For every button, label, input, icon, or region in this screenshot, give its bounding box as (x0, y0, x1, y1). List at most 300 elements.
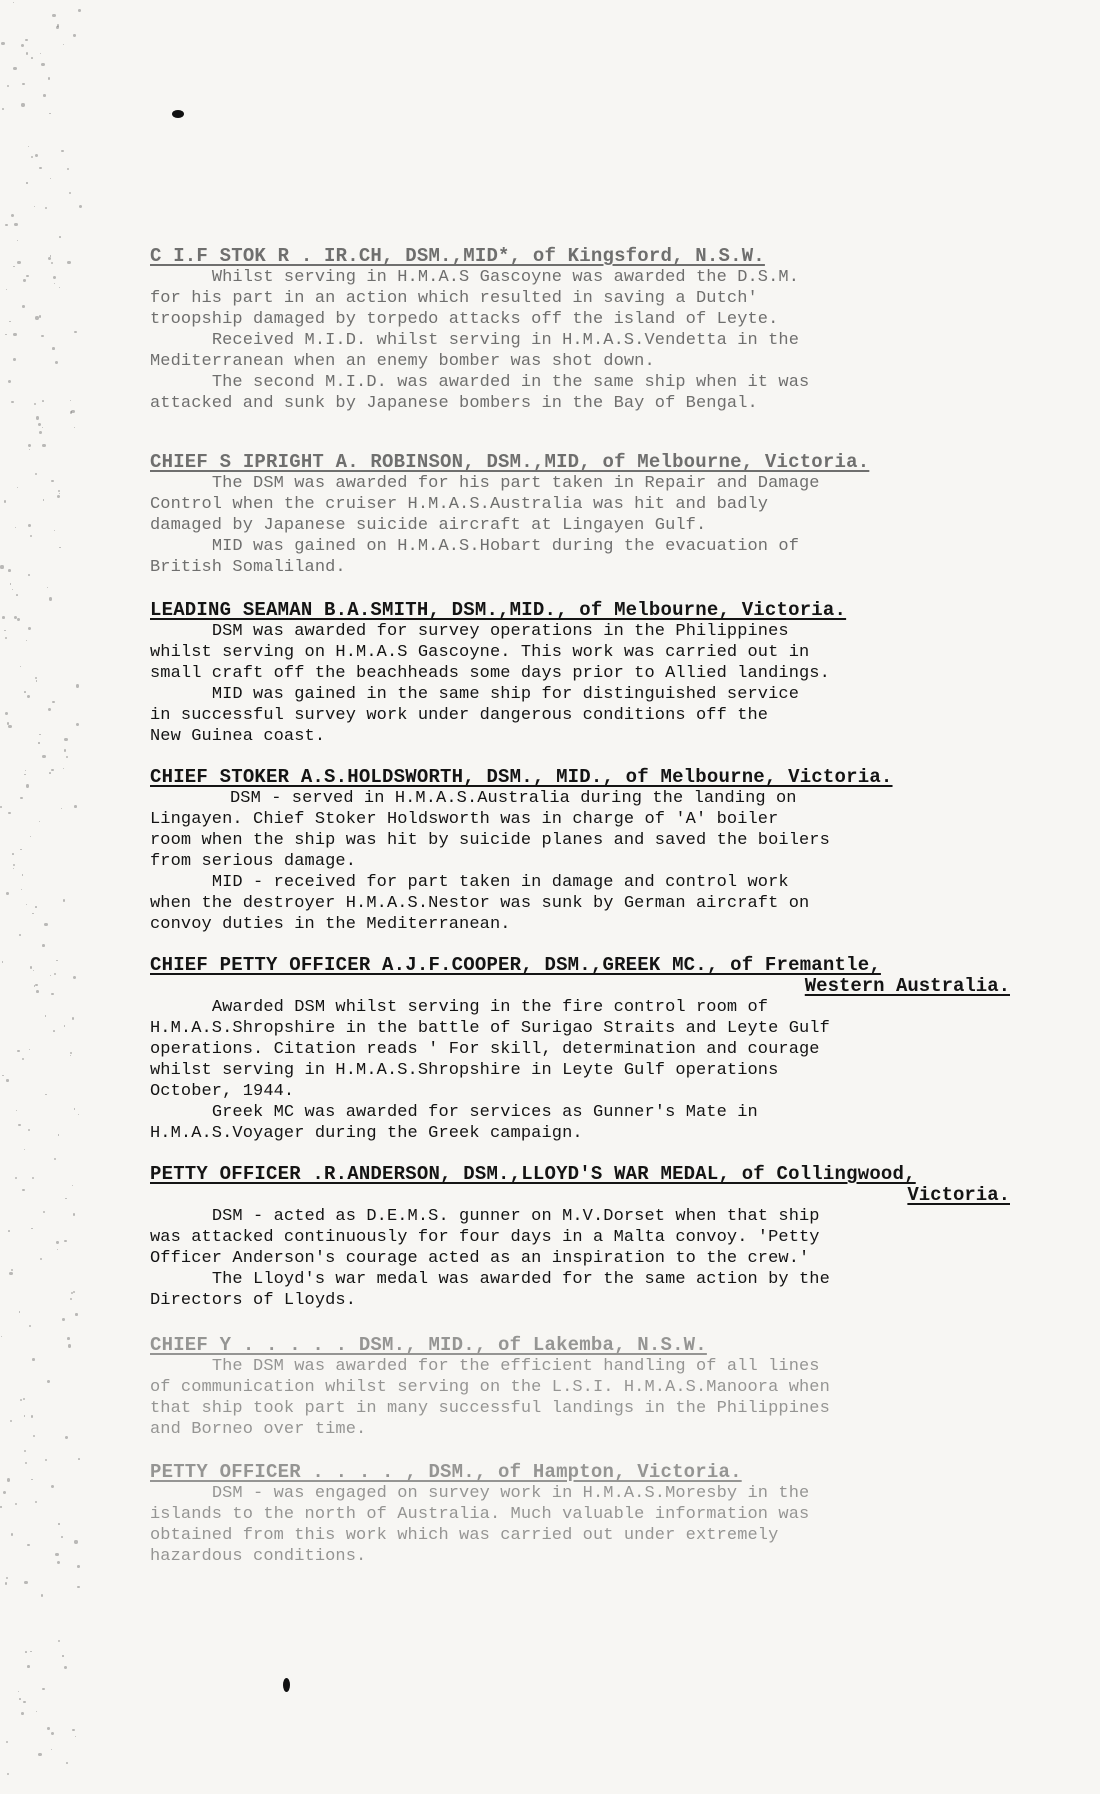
scan-speck (7, 1773, 9, 1775)
scan-speck (42, 400, 44, 402)
scan-speck (8, 725, 11, 728)
scan-speck (58, 1134, 60, 1136)
entry-line: Whilst serving in H.M.A.S Gascoyne was awarded the D.S.M. (150, 268, 800, 287)
entry-line: troopship damaged by torpedo attacks off the island of Leyte. (150, 310, 779, 329)
scan-speck (19, 1698, 21, 1700)
scan-speck (30, 535, 33, 538)
scan-speck (34, 206, 35, 207)
entry-line: MID was gained in the same ship for distinguished service (150, 685, 800, 704)
scan-speck (77, 1565, 80, 1568)
scan-speck (42, 944, 45, 947)
scan-speck (11, 1269, 13, 1271)
entry-line: Received M.I.D. whilst serving in H.M.A.S.Vendetta in the (150, 331, 800, 350)
scan-speck (26, 275, 28, 277)
scan-speck (25, 1462, 27, 1464)
scan-speck (27, 1665, 30, 1668)
scan-speck (73, 1213, 75, 1215)
scan-speck (72, 1185, 73, 1186)
award-entry (150, 955, 1050, 1144)
scan-speck (21, 1712, 24, 1715)
entry-line: whilst serving in H.M.A.S.Shropshire in Leyte Gulf operations (150, 1061, 779, 1080)
scan-speck (22, 1189, 25, 1192)
scan-speck (54, 530, 55, 531)
scan-speck (79, 205, 82, 208)
entry-line: DSM - served in H.M.A.S.Australia during the landing on (230, 789, 797, 808)
scan-speck (59, 547, 61, 549)
scan-speck (48, 77, 51, 80)
scan-speck (66, 1762, 68, 1764)
scan-speck (30, 836, 31, 837)
scan-speck (31, 1228, 33, 1230)
scan-speck (61, 1536, 63, 1538)
scan-speck (28, 146, 29, 147)
scan-speck (76, 723, 79, 726)
scan-speck (27, 1544, 29, 1546)
entry-line: small craft off the beachheads some days prior to Allied landings. (150, 664, 830, 683)
scan-speck (25, 1651, 27, 1653)
scan-speck (43, 499, 44, 500)
scan-speck (52, 14, 55, 17)
scan-speck (4, 500, 6, 502)
scan-speck (5, 1582, 8, 1585)
scan-speck (26, 640, 27, 641)
ink-blot (283, 1678, 290, 1692)
scan-speck (20, 849, 21, 850)
scan-speck (45, 1459, 48, 1462)
scan-speck (72, 1729, 74, 1731)
scan-speck (71, 1292, 73, 1294)
scan-speck (23, 1398, 25, 1400)
scan-speck (58, 1523, 59, 1524)
scan-speck (7, 1478, 10, 1481)
scan-speck (74, 1108, 75, 1109)
scan-speck (36, 680, 37, 681)
scan-speck (49, 772, 51, 774)
scan-speck (35, 906, 37, 908)
scan-speck (72, 1017, 74, 1019)
scan-speck (65, 1198, 66, 1199)
scan-speck (26, 784, 29, 787)
scan-speck (39, 167, 42, 170)
scan-speck (10, 1420, 12, 1422)
scan-speck (55, 361, 58, 364)
scan-speck (7, 722, 10, 725)
scan-speck (49, 113, 51, 115)
scan-speck (77, 1586, 79, 1588)
scan-speck (13, 266, 15, 268)
scan-speck (20, 1399, 22, 1401)
scan-speck (13, 333, 16, 336)
scan-speck (57, 1249, 58, 1250)
scan-speck (5, 637, 7, 639)
scan-speck (64, 1666, 67, 1669)
entry-line: attacked and sunk by Japanese bombers in the Bay of Bengal. (150, 394, 758, 413)
scan-speck (27, 695, 30, 698)
entry-line: that ship took part in many successful landings in the Philippines (150, 1399, 830, 1418)
scan-speck (29, 449, 30, 450)
scan-speck (78, 1458, 80, 1460)
scan-speck (61, 150, 64, 153)
entry-line: Directors of Lloyds. (150, 1291, 357, 1310)
scan-speck (8, 812, 11, 815)
scan-speck (45, 1094, 47, 1096)
scan-speck (26, 182, 27, 183)
scan-speck (65, 1436, 68, 1439)
scan-speck (48, 708, 51, 711)
entry-heading: PETTY OFFICER . . . . , DSM., of Hampton, Victoria. (150, 1461, 742, 1483)
scan-speck (56, 26, 59, 29)
scan-speck (51, 769, 53, 771)
scan-speck (71, 410, 74, 413)
entry-line: DSM - acted as D.E.M.S. gunner on M.V.Dorset when that ship (150, 1207, 820, 1226)
scan-speck (73, 34, 75, 36)
scan-speck (0, 565, 3, 568)
scan-speck (22, 1058, 24, 1060)
scan-speck (56, 1241, 58, 1243)
scan-speck (5, 712, 8, 715)
scan-speck (7, 85, 9, 87)
scan-speck (29, 1049, 30, 1050)
scan-speck (73, 1291, 76, 1294)
scan-speck (39, 821, 40, 822)
entry-line: The Lloyd's war medal was awarded for the same action by the (150, 1270, 830, 1289)
scan-speck (36, 416, 39, 419)
scan-speck (48, 257, 51, 260)
entry-line: MID was gained on H.M.A.S.Hobart during the evacuation of (150, 537, 800, 556)
scan-speck (31, 1415, 33, 1417)
scan-speck (59, 236, 61, 238)
entry-line: H.M.A.S.Voyager during the Greek campaign. (150, 1124, 583, 1143)
scan-speck (52, 701, 54, 703)
scan-speck (28, 627, 31, 630)
scan-speck (12, 589, 13, 590)
scan-speck (38, 742, 39, 743)
scan-speck (24, 1149, 25, 1150)
scan-speck (10, 583, 12, 585)
scan-speck (2, 616, 5, 619)
scan-speck (13, 2, 14, 3)
award-entry (150, 1335, 1050, 1440)
scan-speck (20, 666, 22, 668)
scan-speck (42, 427, 43, 428)
award-entry (150, 246, 1050, 414)
scan-speck (59, 493, 60, 494)
scan-speck (35, 984, 37, 986)
scan-speck (47, 587, 48, 588)
scan-speck (17, 487, 18, 488)
scan-speck (13, 868, 14, 869)
scan-speck (63, 44, 64, 45)
scan-speck (22, 305, 25, 308)
scan-speck (15, 1177, 17, 1179)
scan-speck (38, 423, 41, 426)
entry-line: room when the ship was hit by suicide planes and saved the boilers (150, 831, 830, 850)
scan-speck (16, 1110, 17, 1111)
scan-speck (51, 262, 53, 264)
scan-speck (52, 347, 55, 350)
scan-speck (6, 1577, 8, 1579)
scan-speck (24, 1450, 26, 1452)
scan-speck (26, 52, 29, 55)
scan-speck (75, 1736, 76, 1737)
scan-speck (41, 1594, 43, 1596)
scan-speck (25, 39, 27, 41)
scan-speck (33, 970, 34, 971)
scan-speck (23, 279, 25, 281)
scan-speck (9, 1272, 12, 1275)
scan-speck (20, 797, 23, 800)
award-entry (150, 767, 1050, 935)
scan-speck (62, 1655, 63, 1656)
scan-speck (49, 597, 52, 600)
entry-line: whilst serving on H.M.A.S Gascoyne. This work was carried out in (150, 643, 810, 662)
scan-speck (50, 255, 52, 257)
scan-speck (74, 805, 77, 808)
scan-speck (2, 1075, 4, 1077)
scan-speck (17, 261, 20, 264)
entry-line: and Borneo over time. (150, 1420, 367, 1439)
scan-speck (70, 1298, 72, 1300)
scan-speck (64, 1240, 67, 1243)
scan-speck (13, 864, 15, 866)
scan-speck (64, 749, 66, 751)
scan-speck (59, 287, 60, 288)
scan-speck (6, 1741, 8, 1743)
entry-line: H.M.A.S.Shropshire in the battle of Surigao Straits and Leyte Gulf (150, 1019, 830, 1038)
entry-heading-continuation: Victoria. (907, 1184, 1010, 1206)
entry-heading-continuation: Western Australia. (804, 975, 1010, 997)
scan-speck (42, 755, 45, 758)
scan-speck (36, 1711, 37, 1712)
scan-speck (2, 108, 4, 110)
scan-speck (73, 976, 76, 979)
scan-speck (31, 156, 34, 159)
scan-speck (39, 734, 40, 735)
scan-speck (62, 1318, 65, 1321)
scan-speck (57, 1561, 60, 1564)
entry-line: from serious damage. (150, 852, 357, 871)
scan-speck (69, 192, 71, 194)
scan-speck (13, 67, 16, 70)
scan-speck (35, 154, 38, 157)
entry-line: when the destroyer H.M.A.S.Nestor was sunk by German aircraft on (150, 894, 810, 913)
scan-speck (40, 1258, 42, 1260)
scan-speck (66, 756, 68, 758)
scan-speck (75, 1313, 77, 1315)
scan-speck (51, 993, 54, 996)
entry-line: in successful survey work under dangerous conditions off the (150, 706, 769, 725)
scan-speck (64, 1025, 65, 1026)
scan-speck (11, 1533, 14, 1536)
scan-speck (67, 261, 70, 264)
scan-speck (12, 853, 14, 855)
scan-speck (32, 913, 34, 915)
scan-speck (25, 770, 26, 771)
scan-speck (39, 431, 42, 434)
entry-line: October, 1944. (150, 1082, 295, 1101)
scan-speck (38, 1753, 41, 1756)
entry-line: obtained from this work which was carried out under extremely (150, 1526, 779, 1545)
scan-speck (1, 1336, 2, 1337)
scan-speck (76, 684, 79, 687)
entry-heading: LEADING SEAMAN B.A.SMITH, DSM.,MID., of Melbourne, Victoria. (150, 599, 847, 621)
scan-speck (16, 594, 18, 596)
entry-line: Mediterranean when an enemy bomber was shot down. (150, 352, 655, 371)
entry-heading: PETTY OFFICER .R.ANDERSON, DSM.,LLOYD'S WAR MEDAL, of Collingwood, (150, 1163, 916, 1185)
scan-speck (6, 892, 9, 895)
scan-speck (35, 316, 38, 319)
award-entry (150, 452, 1050, 578)
scan-speck (28, 1129, 30, 1131)
entry-line: damaged by Japanese suicide aircraft at Lingayen Gulf. (150, 516, 707, 535)
scan-speck (74, 331, 77, 334)
scan-speck (51, 1485, 54, 1488)
scan-speck (9, 321, 10, 322)
scan-speck (14, 616, 17, 619)
entry-line: Awarded DSM whilst serving in the fire control room of (150, 998, 769, 1017)
scan-speck (5, 224, 7, 226)
scan-speck (28, 574, 30, 576)
scan-speck (6, 289, 7, 290)
scan-speck (3, 1491, 6, 1494)
entry-heading: CHIEF PETTY OFFICER A.J.F.COOPER, DSM.,GREEK MC., of Fremantle, (150, 954, 881, 976)
scan-speck (6, 1079, 8, 1081)
scan-speck (41, 63, 44, 66)
entry-line: Officer Anderson's courage acted as an inspiration to the crew.' (150, 1249, 810, 1268)
scan-speck (0, 1506, 1, 1507)
scan-speck (22, 83, 24, 85)
scan-margin-noise (0, 0, 90, 1794)
scan-speck (56, 960, 58, 962)
entry-heading: C I.F STOK R . IR.CH, DSM.,MID*, of Kingsford, N.S.W. (150, 245, 765, 267)
scan-speck (0, 806, 2, 808)
scan-speck (40, 53, 41, 54)
scan-speck (31, 57, 33, 59)
scan-speck (35, 473, 37, 475)
scan-speck (22, 874, 23, 875)
scan-speck (4, 630, 6, 632)
entry-line: hazardous conditions. (150, 1547, 367, 1566)
entry-heading: CHIEF Y . . . . . DSM., MID., of Lakemba, N.S.W. (150, 1334, 707, 1356)
scan-speck (63, 899, 66, 902)
scan-speck (30, 1651, 31, 1652)
scan-speck (18, 1124, 20, 1126)
award-entry (150, 1164, 1050, 1311)
scan-speck (30, 966, 32, 968)
scan-speck (78, 1114, 79, 1115)
scan-speck (35, 677, 37, 679)
scan-speck (24, 691, 26, 693)
scan-speck (32, 1358, 35, 1361)
entry-line: The DSM was awarded for his part taken in Repair and Damage (150, 474, 820, 493)
entry-line: Greek MC was awarded for services as Gunner's Mate in (150, 1103, 758, 1122)
award-entry (150, 600, 1050, 747)
scan-speck (18, 1691, 19, 1692)
scan-speck (32, 1177, 34, 1179)
scan-speck (50, 178, 51, 179)
scan-speck (54, 1158, 56, 1160)
scan-speck (78, 9, 81, 12)
scan-speck (47, 1727, 50, 1730)
scan-speck (17, 240, 18, 241)
entry-line: Control when the cruiser H.M.A.S.Australia was hit and badly (150, 495, 769, 514)
entry-line: The second M.I.D. was awarded in the same ship when it was (150, 373, 810, 392)
scan-speck (57, 24, 60, 27)
scan-speck (70, 1055, 71, 1056)
scan-speck (58, 490, 60, 492)
scan-speck (33, 1435, 35, 1437)
scan-speck (24, 1581, 27, 1584)
scan-speck (67, 168, 69, 170)
scan-speck (34, 985, 35, 986)
scan-speck (63, 768, 64, 769)
scan-speck (53, 276, 56, 279)
scan-speck (35, 1501, 37, 1503)
entry-line: was attacked continuously for four days in a Malta convoy. 'Petty (150, 1228, 820, 1247)
scan-speck (64, 738, 67, 741)
scan-speck (28, 524, 31, 527)
scan-speck (44, 923, 47, 926)
scan-speck (24, 774, 25, 775)
scan-speck (53, 1030, 55, 1032)
scan-speck (17, 618, 20, 621)
scan-speck (26, 904, 27, 905)
scan-speck (42, 1688, 44, 1690)
entry-line: of communication whilst serving on the L.S.I. H.M.A.S.Manoora when (150, 1378, 830, 1397)
scan-speck (28, 444, 31, 447)
scan-speck (74, 1540, 77, 1543)
scan-speck (57, 495, 60, 498)
scan-speck (70, 1052, 72, 1054)
scan-speck (51, 480, 54, 483)
entry-line: MID - received for part taken in damage and control work (150, 873, 789, 892)
scan-speck (21, 44, 24, 47)
entry-heading: CHIEF S IPRIGHT A. ROBINSON, DSM.,MID, of Melbourne, Victoria. (150, 451, 870, 473)
scan-speck (45, 207, 47, 209)
scan-speck (41, 335, 44, 338)
scan-speck (47, 1380, 50, 1383)
entry-line: Lingayen. Chief Stoker Holdsworth was in charge of 'A' boiler (150, 810, 779, 829)
scan-speck (8, 569, 11, 572)
scan-speck (29, 1325, 32, 1328)
scan-speck (5, 334, 6, 335)
scan-speck (39, 315, 41, 317)
scan-speck (58, 1640, 61, 1643)
scan-speck (15, 527, 16, 528)
scan-speck (17, 1050, 19, 1052)
scan-speck (51, 1749, 52, 1750)
scan-speck (61, 808, 62, 809)
entry-heading: CHIEF STOKER A.S.HOLDSWORTH, DSM., MID., of Melbourne, Victoria. (150, 766, 893, 788)
scan-speck (45, 1015, 47, 1017)
scan-speck (68, 1344, 71, 1347)
entry-line: operations. Citation reads ' For skill, determination and courage (150, 1040, 820, 1059)
scan-speck (51, 1732, 54, 1735)
scan-speck (50, 975, 52, 977)
award-entry (150, 1462, 1050, 1567)
scan-speck (8, 380, 11, 383)
scan-speck (8, 1230, 10, 1232)
scan-speck (11, 401, 14, 404)
scan-speck (21, 889, 22, 890)
scan-speck (42, 444, 45, 447)
scan-speck (70, 411, 73, 414)
scan-speck (24, 1415, 26, 1417)
scan-speck (74, 427, 75, 428)
scan-speck (36, 990, 39, 993)
entry-line: islands to the north of Australia. Much valuable information was (150, 1505, 810, 1524)
scan-speck (15, 1503, 17, 1505)
